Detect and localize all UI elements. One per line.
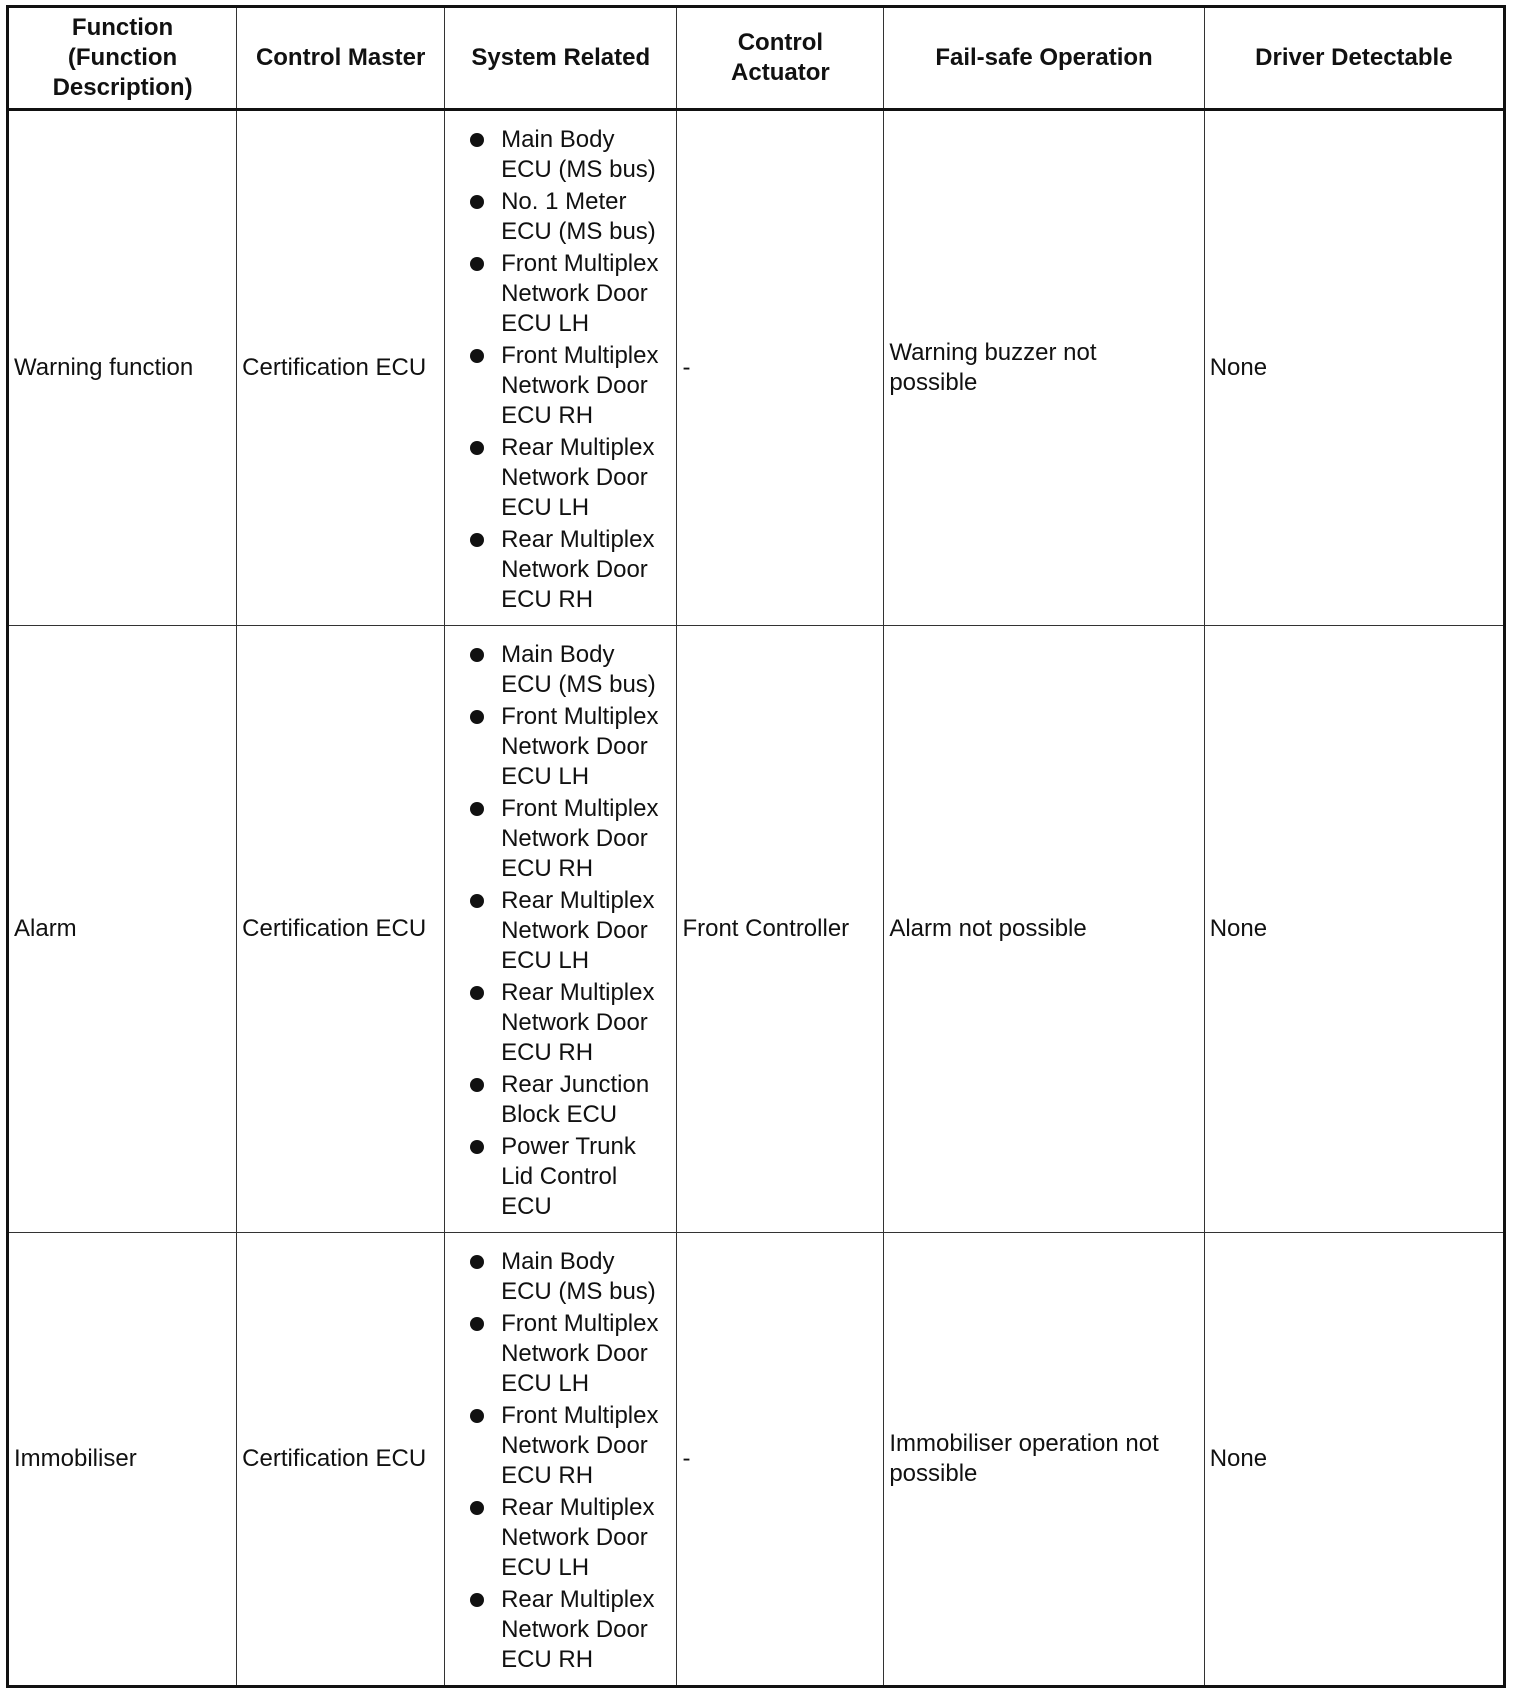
fail-safe-line: Warning buzzer not xyxy=(889,339,1097,366)
list-item-line: ECU LH xyxy=(501,947,590,974)
header-function xyxy=(8,7,237,110)
list-item xyxy=(445,249,676,339)
bullet-icon xyxy=(470,133,484,147)
table-row xyxy=(8,1233,1505,1687)
list-item-line: Network Door xyxy=(501,372,648,399)
list-item-line: Lid Control xyxy=(501,1163,618,1190)
list-item xyxy=(445,125,676,185)
header-function-line: Function xyxy=(71,14,174,41)
function-cell-text: Warning function xyxy=(14,354,194,381)
fail-safe-text xyxy=(884,914,1203,944)
list-item-line: Rear Multiplex xyxy=(501,887,655,914)
fail-safe-text xyxy=(884,1429,1203,1489)
bullet-icon xyxy=(470,894,484,908)
list-item-line: Rear Multiplex xyxy=(501,979,655,1006)
system-related-list xyxy=(445,626,676,1232)
function-cell xyxy=(8,110,237,626)
header-fail-safe: Fail-safe Operation xyxy=(884,7,1204,110)
list-item-line: Rear Multiplex xyxy=(501,434,655,461)
fail-safe-line: possible xyxy=(889,1460,978,1487)
bullet-icon xyxy=(470,986,484,1000)
list-item-line: Network Door xyxy=(501,825,648,852)
list-item xyxy=(445,978,676,1068)
list-item-line: Network Door xyxy=(501,464,648,491)
bullet-icon xyxy=(470,710,484,724)
control-actuator-cell xyxy=(677,626,884,1233)
bullet-icon xyxy=(470,195,484,209)
list-item-line: ECU (MS bus) xyxy=(501,671,656,698)
fail-safe-cell xyxy=(884,1233,1204,1687)
list-item-line: Main Body xyxy=(501,641,615,668)
control-master-cell-text: Certification ECU xyxy=(242,1445,427,1472)
bullet-icon xyxy=(470,1409,484,1423)
control-master-cell-text: Certification ECU xyxy=(242,354,427,381)
list-item-line: Front Multiplex xyxy=(501,795,659,822)
list-item-line: Network Door xyxy=(501,1432,648,1459)
bullet-icon xyxy=(470,533,484,547)
control-actuator-cell-text: Front Controller xyxy=(682,915,850,942)
list-item xyxy=(445,433,676,523)
list-item-line: Network Door xyxy=(501,1340,648,1367)
list-item-line: ECU LH xyxy=(501,1554,590,1581)
list-item-line: ECU (MS bus) xyxy=(501,1278,656,1305)
list-item xyxy=(445,1401,676,1491)
list-item-line: ECU LH xyxy=(501,763,590,790)
list-item-line: ECU RH xyxy=(501,402,594,429)
list-item-line: Rear Multiplex xyxy=(501,526,655,553)
list-item-line: ECU RH xyxy=(501,1039,594,1066)
function-cell xyxy=(8,1233,237,1687)
list-item xyxy=(445,341,676,431)
function-table xyxy=(6,5,1506,1688)
list-item-line: Network Door xyxy=(501,733,648,760)
control-master-cell xyxy=(237,110,445,626)
header-system-related: System Related xyxy=(445,7,677,110)
bullet-icon xyxy=(470,257,484,271)
control-master-cell-text: Certification ECU xyxy=(242,915,427,942)
list-item xyxy=(445,1247,676,1307)
control-master-cell xyxy=(237,626,445,1233)
function-cell xyxy=(8,626,237,1233)
list-item-line: ECU RH xyxy=(501,1646,594,1673)
list-item xyxy=(445,640,676,700)
driver-detectable-cell xyxy=(1204,1233,1504,1687)
fail-safe-line: Alarm not possible xyxy=(889,915,1087,942)
list-item-line: Front Multiplex xyxy=(501,250,659,277)
list-item-line: Network Door xyxy=(501,1524,648,1551)
bullet-icon xyxy=(470,1078,484,1092)
bullet-icon xyxy=(470,441,484,455)
list-item-line: ECU RH xyxy=(501,1462,594,1489)
list-item-line: Rear Multiplex xyxy=(501,1586,655,1613)
list-item xyxy=(445,702,676,792)
bullet-icon xyxy=(470,1593,484,1607)
list-item-line: Rear Junction xyxy=(501,1071,650,1098)
table-row xyxy=(8,626,1505,1233)
bullet-icon xyxy=(470,349,484,363)
header-control-actuator xyxy=(677,7,884,110)
control-actuator-cell-text: - xyxy=(682,354,691,381)
list-item xyxy=(445,1070,676,1130)
function-cell-text: Alarm xyxy=(14,915,77,942)
driver-detectable-cell xyxy=(1204,110,1504,626)
system-related-cell xyxy=(445,1233,677,1687)
bullet-icon xyxy=(470,1501,484,1515)
list-item-line: Front Multiplex xyxy=(501,1310,659,1337)
list-item xyxy=(445,886,676,976)
list-item-line: Main Body xyxy=(501,126,615,153)
driver-detectable-cell xyxy=(1204,626,1504,1233)
driver-detectable-cell-text: None xyxy=(1209,915,1268,942)
list-item-line: ECU xyxy=(501,1193,552,1220)
bullet-icon xyxy=(470,1140,484,1154)
bullet-icon xyxy=(470,1255,484,1269)
list-item-line: ECU RH xyxy=(501,586,594,613)
fail-safe-line: Immobiliser operation not xyxy=(889,1430,1159,1457)
list-item-line: No. 1 Meter xyxy=(501,188,627,215)
list-item-line: ECU (MS bus) xyxy=(501,218,656,245)
list-item-line: ECU LH xyxy=(501,494,590,521)
list-item-line: Network Door xyxy=(501,917,648,944)
list-item xyxy=(445,1132,676,1222)
fail-safe-text xyxy=(884,338,1203,398)
list-item-line: Rear Multiplex xyxy=(501,1494,655,1521)
list-item-line: Front Multiplex xyxy=(501,1402,659,1429)
header-driver-detectable: Driver Detectable xyxy=(1204,7,1504,110)
list-item xyxy=(445,1309,676,1399)
list-item-line: Network Door xyxy=(501,1616,648,1643)
list-item xyxy=(445,794,676,884)
header-row xyxy=(8,7,1505,110)
system-related-list xyxy=(445,111,676,625)
list-item-line: Network Door xyxy=(501,556,648,583)
bullet-icon xyxy=(470,648,484,662)
list-item xyxy=(445,1493,676,1583)
table-body xyxy=(8,110,1505,1687)
system-related-cell xyxy=(445,626,677,1233)
header-control-master: Control Master xyxy=(237,7,445,110)
bullet-icon xyxy=(470,802,484,816)
header-control-actuator-line: Control xyxy=(737,29,824,56)
header-control-actuator-line: Actuator xyxy=(731,59,830,86)
list-item-line: ECU LH xyxy=(501,1370,590,1397)
header-function-line: (Function xyxy=(67,44,178,71)
fail-safe-line: possible xyxy=(889,369,978,396)
list-item-line: Network Door xyxy=(501,280,648,307)
bullet-icon xyxy=(470,1317,484,1331)
list-item-line: Front Multiplex xyxy=(501,703,659,730)
system-related-cell xyxy=(445,110,677,626)
list-item-line: Network Door xyxy=(501,1009,648,1036)
driver-detectable-cell-text: None xyxy=(1209,354,1268,381)
list-item-line: ECU (MS bus) xyxy=(501,156,656,183)
list-item-line: Main Body xyxy=(501,1248,615,1275)
driver-detectable-cell-text: None xyxy=(1209,1445,1268,1472)
system-related-list xyxy=(445,1233,676,1685)
list-item-line: Block ECU xyxy=(501,1101,618,1128)
function-cell-text: Immobiliser xyxy=(14,1445,137,1472)
control-actuator-cell-text: - xyxy=(682,1445,691,1472)
list-item-line: Power Trunk xyxy=(501,1133,636,1160)
table-row xyxy=(8,110,1505,626)
control-master-cell xyxy=(237,1233,445,1687)
list-item-line: Front Multiplex xyxy=(501,342,659,369)
control-actuator-cell xyxy=(677,110,884,626)
list-item xyxy=(445,1585,676,1675)
fail-safe-cell xyxy=(884,626,1204,1233)
list-item xyxy=(445,187,676,247)
list-item-line: ECU LH xyxy=(501,310,590,337)
control-actuator-cell xyxy=(677,1233,884,1687)
fail-safe-cell xyxy=(884,110,1204,626)
list-item xyxy=(445,525,676,615)
list-item-line: ECU RH xyxy=(501,855,594,882)
header-function-line: Description) xyxy=(52,74,193,101)
